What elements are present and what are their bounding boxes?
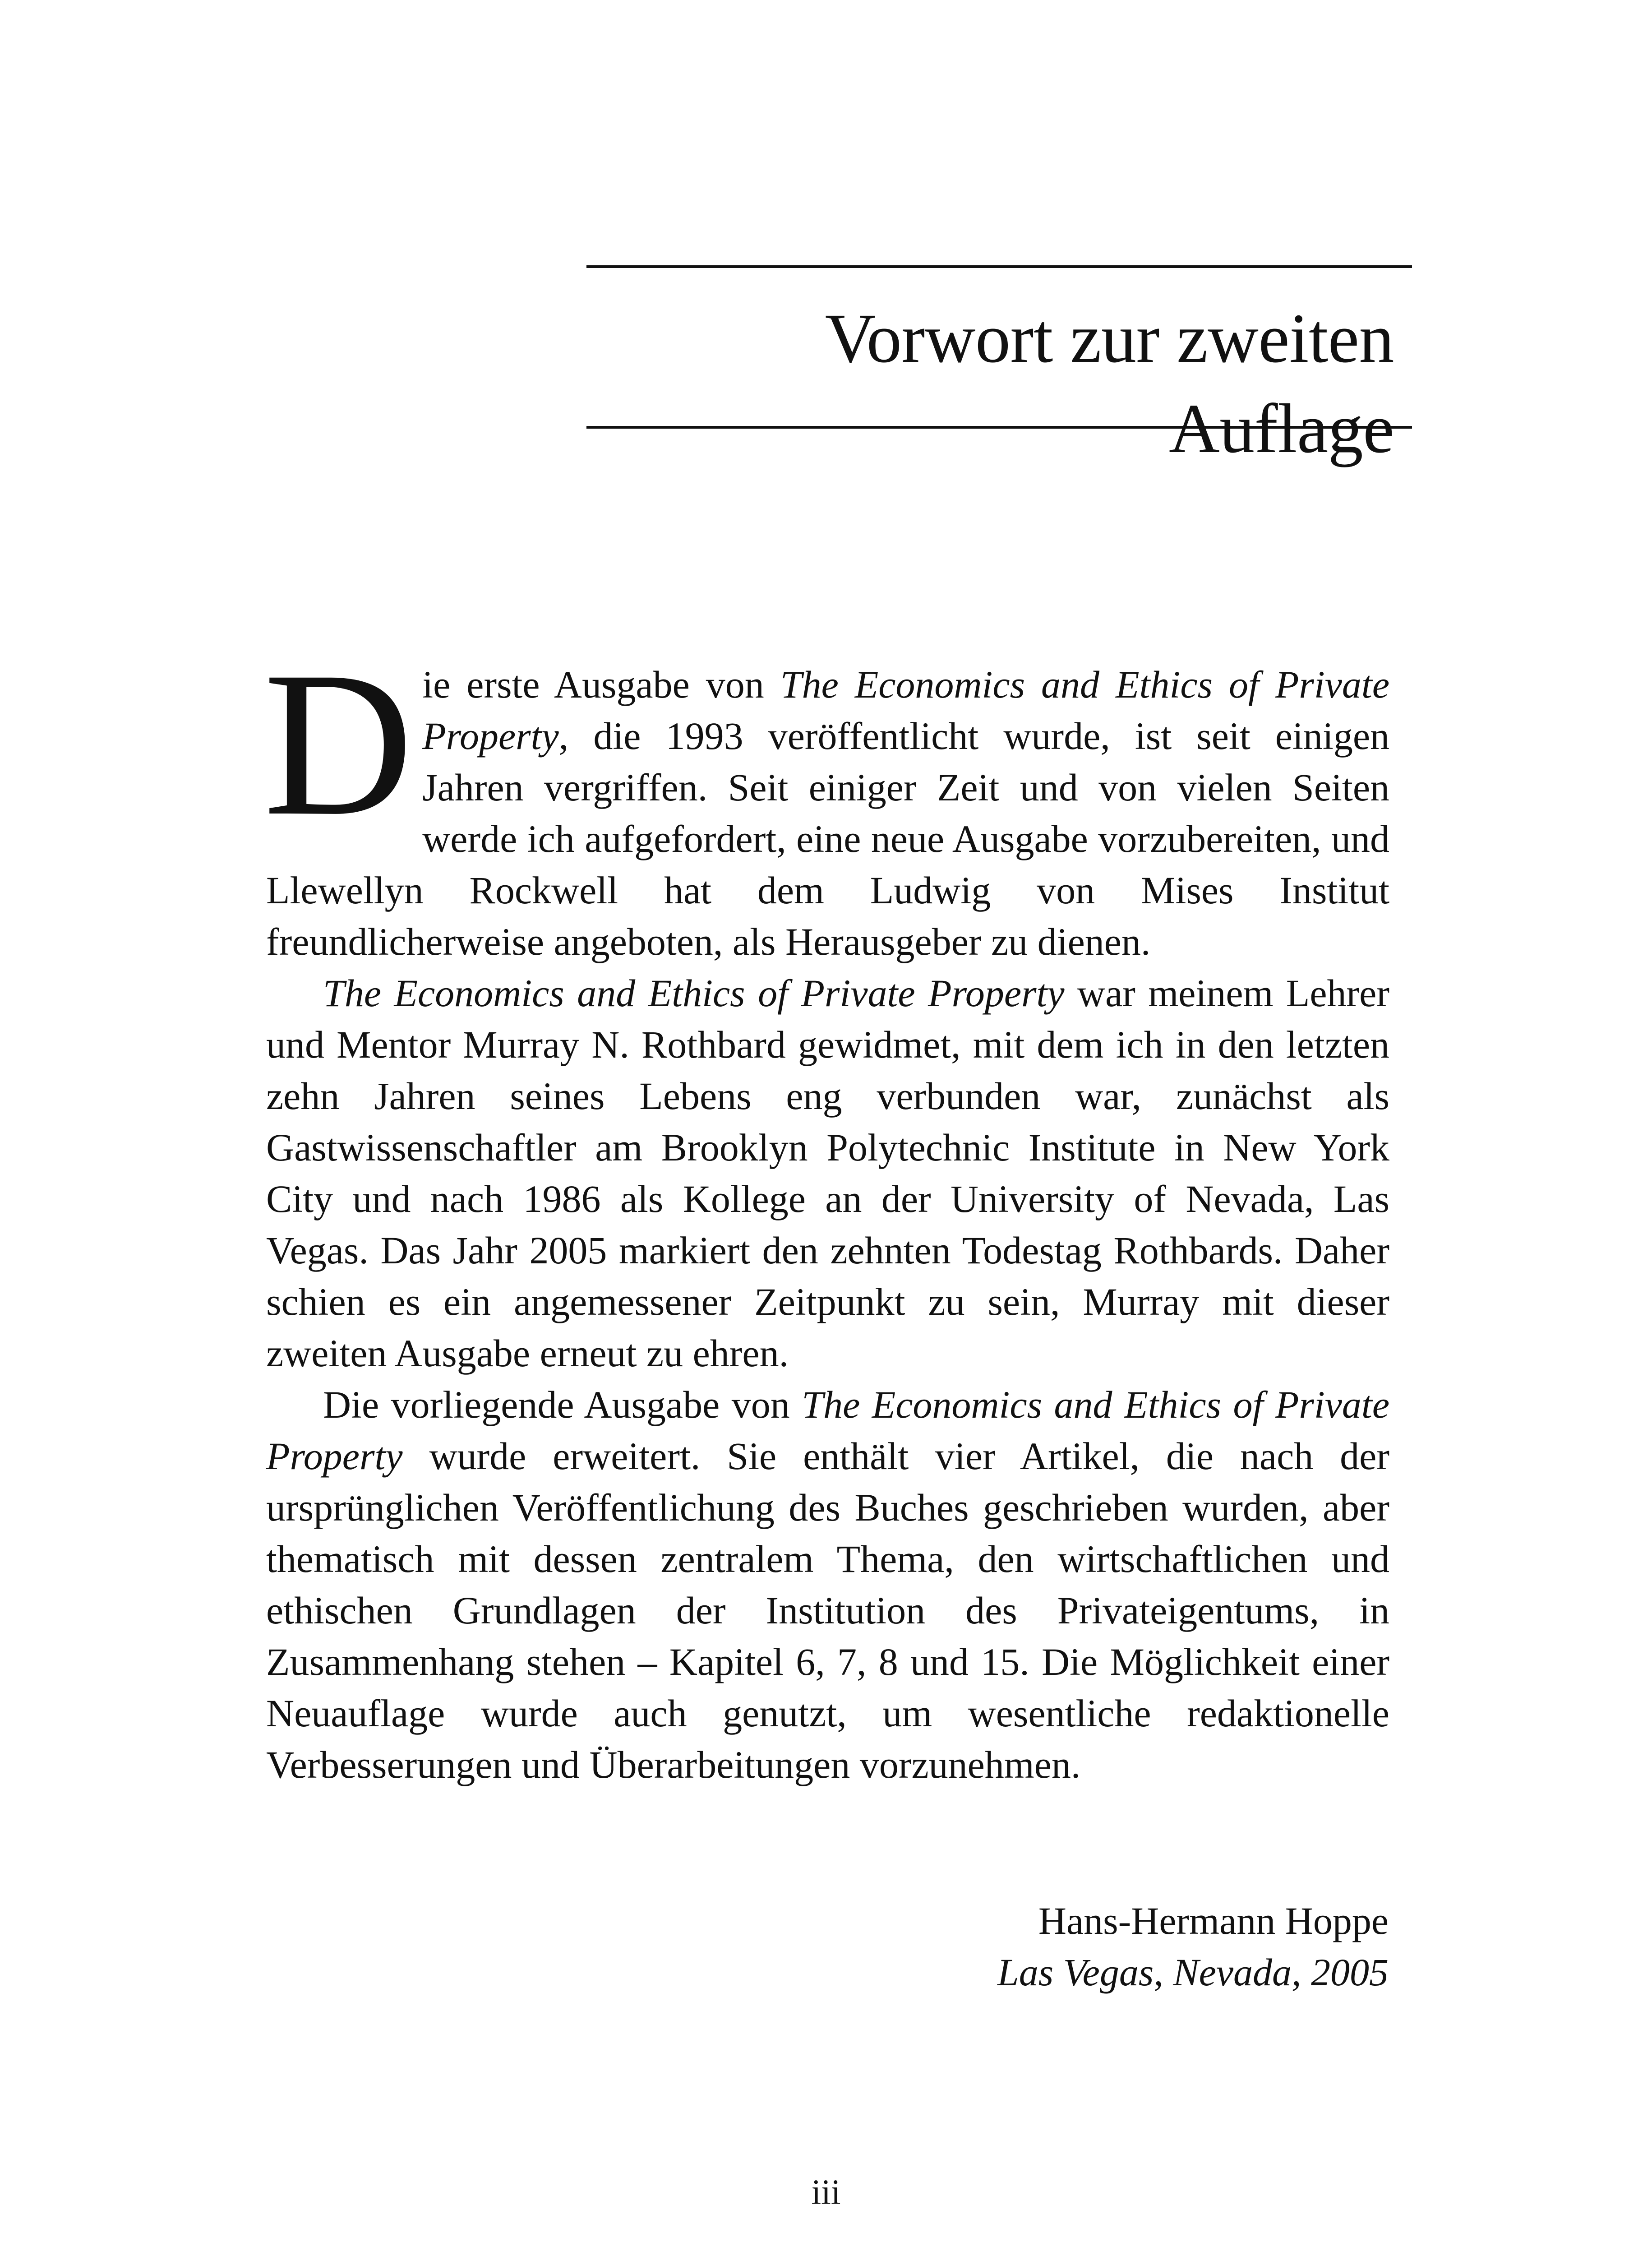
title-rule-bottom <box>586 426 1412 429</box>
title-rule-top <box>586 265 1412 268</box>
book-title-italic: The Economics and Ethics of Private Property <box>323 971 1065 1015</box>
preface-body <box>263 629 1389 1790</box>
place-date: Las Vegas, Nevada, 2005 <box>997 1951 1389 1994</box>
drop-cap: D <box>263 629 414 859</box>
page-number: iii <box>811 2172 841 2211</box>
text-segment: , die 1993 veröffentlicht wurde, ist seit einigen Jahren vergriffen. Seit einiger Zeit und von vielen Seiten werde ich aufgefordert, eine neue Ausgabe vorzubereiten, und Llewellyn Rockwell hat dem Ludwig von Mises Institut freundlicherweise angeboten, als Herausgeber zu dienen. <box>266 714 1389 963</box>
book-title-italic: The Economics and Ethics of Private Property <box>422 663 1389 758</box>
paragraph <box>266 967 1389 1379</box>
text-segment: war meinem Lehrer und Mentor Murray N. Rothbard gewidmet, mit dem ich in den letzten zehn Jahren seines Lebens eng verbunden war, zunächst als Gastwissenschaftler am Brooklyn Polytechnic Institute in New York City und nach 1986 als Kollege an der University of Nevada, Las Vegas. Das Jahr 2005 markiert den zehnten Todestag Rothbards. Daher schien es ein angemessener Zeitpunkt zu sein, Murray mit dieser zweiten Ausgabe erneut zu ehren. <box>266 971 1389 1375</box>
text-segment: ie erste Ausgabe von <box>422 663 780 706</box>
paragraph <box>263 629 1389 967</box>
author-name: Hans-Hermann Hoppe <box>1038 1899 1389 1942</box>
text-segment: Die vorliegende Ausgabe von <box>323 1383 802 1426</box>
text-segment: wurde erweitert. Sie enthält vier Artikel, die nach der ursprünglichen Veröffentlichung des Buches geschrieben wurden, aber thematisch mit dessen zentralem Thema, den wirtschaftlichen und ethischen Grundlagen der Institution des Privateigentums, in Zusammenhang stehen – Kapitel 6, 7, 8 und 15. Die Möglichkeit einer Neuauflage wurde auch genutzt, um wesentliche redaktionelle Verbesserungen und Überarbeitungen vorzunehmen. <box>266 1434 1389 1786</box>
book-title-italic: The Economics and Ethics of Private Property <box>266 1383 1389 1478</box>
signature-block <box>767 1895 1389 1998</box>
chapter-title: Vorwort zur zweiten Auflage <box>825 299 1394 467</box>
paragraph <box>266 1379 1389 1790</box>
